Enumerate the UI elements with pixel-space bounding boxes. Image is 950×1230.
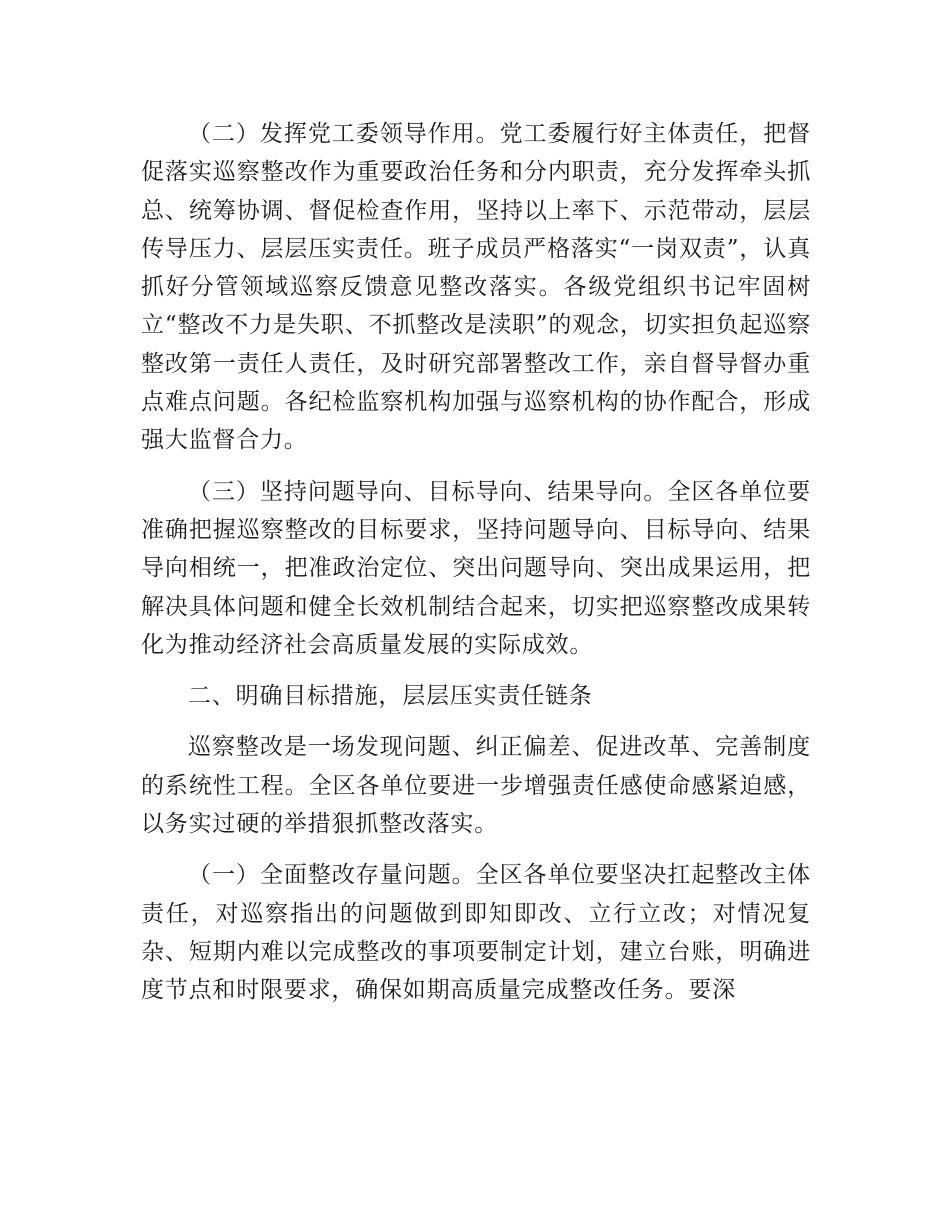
paragraph-1-rectify-existing-issues: （一）全面整改存量问题。全区各单位要坚决扛起整改主体责任，对巡察指出的问题做到即知即改、立行立改；对情况复杂、短期内难以完成整改的事项要制定计划，建立台账，明确进度节点和时限要求，确保如期高质量完成整改任务。要深 xyxy=(141,862,811,1004)
section-heading-2: 二、明确目标措施，层层压实责任链条 xyxy=(188,683,593,710)
paragraph-2-party-committee-role: （二）发挥党工委领导作用。党工委履行好主体责任，把督促落实巡察整改作为重要政治任务和分内职责，充分发挥牵头抓总、统筹协调、督促检查作用，坚持以上率下、示范带动，层层传导压力、层层压实责任。班子成员严格落实“一岗双责”，认真抓好分管领域巡察反馈意见整改落实。各级党组织书记牢固树立“整改不力是失职、不抓整改是渎职”的观念，切实担负起巡察整改第一责任人责任，及时研究部署整改工作，亲自督导督办重点难点问题。各纪检监察机构加强与巡察机构的协作配合，形成强大监督合力。 xyxy=(141,121,811,454)
paragraph-section-intro: 巡察整改是一场发现问题、纠正偏差、促进改革、完善制度的系统性工程。全区各单位要进一步增强责任感使命感紧迫感，以务实过硬的举措狠抓整改落实。 xyxy=(141,734,811,838)
paragraph-3-orientation: （三）坚持问题导向、目标导向、结果导向。全区各单位要准确把握巡察整改的目标要求，坚持问题导向、目标导向、结果导向相统一，把准政治定位、突出问题导向、突出成果运用，把解决具体问题和健全长效机制结合起来，切实把巡察整改成果转化为推动经济社会高质量发展的实际成效。 xyxy=(141,478,811,658)
document-body xyxy=(141,115,811,1023)
